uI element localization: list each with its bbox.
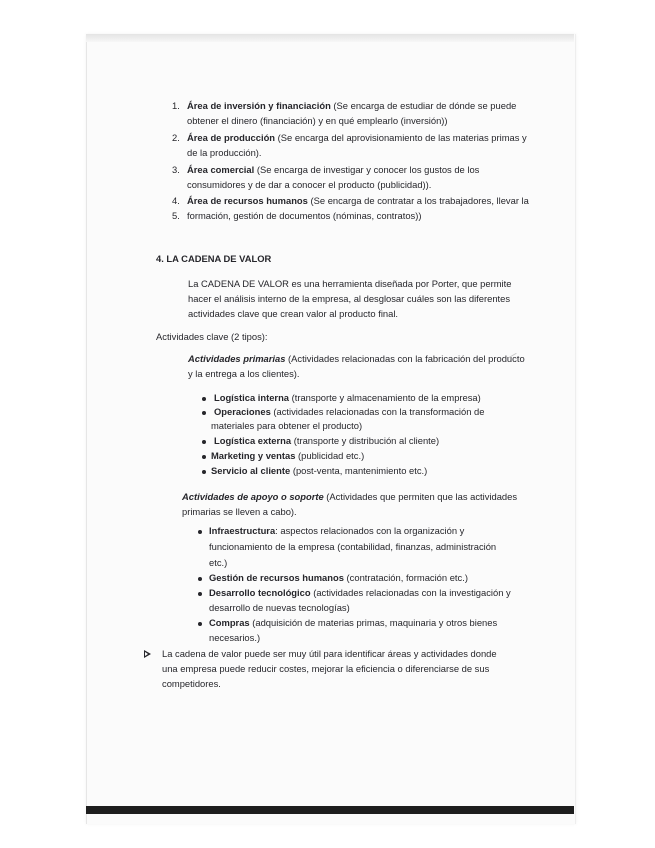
primary-activities-desc: (Actividades relacionadas con la fabricación del producto — [285, 353, 525, 364]
bullet-icon — [202, 455, 206, 459]
bullet-item — [209, 615, 497, 630]
paragraph-line: competidores. — [162, 678, 221, 689]
bullet-item-title: Desarrollo tecnológico — [209, 587, 311, 598]
bullet-item — [209, 523, 464, 538]
bullet-item-desc: (actividades relacionadas con la transformación de — [270, 406, 485, 417]
list-number: 4. — [172, 195, 180, 206]
bullet-item-continuation: funcionamiento de la empresa (contabilidad, finanzas, administración — [209, 541, 497, 552]
bullet-icon — [198, 592, 202, 596]
bullet-item-desc: (adquisición de materias primas, maquinaria y otros bienes — [249, 617, 498, 628]
bullet-item-title: Logística interna — [214, 392, 290, 403]
paragraph-line: actividades clave que crean valor al producto final. — [188, 308, 399, 319]
list-number: 2. — [172, 132, 180, 143]
support-activities-intro — [182, 489, 517, 504]
bullet-icon — [198, 530, 202, 534]
bullet-item-desc: (transporte y almacenamiento de la empresa) — [289, 392, 481, 403]
list-item-title: Área de recursos humanos — [187, 195, 308, 206]
bullet-item — [214, 404, 484, 419]
support-activities-desc: (Actividades que permiten que las actividades — [323, 491, 518, 502]
bullet-item-desc: (post-venta, mantenimiento etc.) — [290, 465, 428, 476]
primary-activities-title: Actividades primarias — [188, 353, 286, 364]
list-item-desc: (Se encarga de investigar y conocer los gustos de los — [254, 164, 480, 175]
bullet-item-desc: (actividades relacionadas con la investigación y — [310, 587, 511, 598]
bullet-icon — [202, 470, 206, 474]
bullet-icon — [202, 397, 206, 401]
page-bottom-edge — [86, 806, 574, 814]
bullet-icon — [202, 411, 206, 415]
activities-label: Actividades clave (2 tipos): — [156, 331, 268, 342]
list-item-continuation: consumidores y de dar a conocer el producto (publicidad)). — [187, 179, 432, 190]
bullet-item — [209, 570, 468, 585]
support-activities-title: Actividades de apoyo o soporte — [182, 491, 324, 502]
list-item — [187, 130, 527, 145]
bullet-item-title: Operaciones — [214, 406, 271, 417]
bullet-item-desc: (contratación, formación etc.) — [343, 572, 468, 583]
bullet-item — [214, 390, 481, 405]
primary-activities-intro — [188, 351, 525, 366]
list-item: formación, gestión de documentos (nóminas, contratos)) — [187, 210, 422, 221]
bullet-item — [211, 463, 427, 478]
paragraph-line: primarias se lleven a cabo). — [182, 506, 297, 517]
bullet-icon — [202, 440, 206, 444]
bullet-icon — [198, 622, 202, 626]
bullet-item-title: Logística externa — [214, 435, 292, 446]
list-number: 3. — [172, 164, 180, 175]
paragraph-line: hacer el análisis interno de la empresa, al desglosar cuáles son las diferentes — [188, 293, 511, 304]
bullet-item-title: Gestión de recursos humanos — [209, 572, 344, 583]
paragraph-line: una empresa puede reducir costes, mejorar la eficiencia o diferenciarse de sus — [162, 663, 490, 674]
bullet-item-continuation: necesarios.) — [209, 632, 261, 643]
bullet-item-desc: : aspectos relacionados con la organización y — [275, 525, 465, 536]
section-heading: 4. LA CADENA DE VALOR — [156, 253, 272, 264]
paragraph-line: La cadena de valor puede ser muy útil para identificar áreas y actividades donde — [162, 648, 497, 659]
bullet-item-continuation: desarrollo de nuevas tecnologías) — [209, 602, 350, 613]
list-number: 1. — [172, 100, 180, 111]
list-item-desc: (Se encarga de estudiar de dónde se puede — [330, 100, 517, 111]
bullet-item — [209, 585, 511, 600]
list-item-desc: (Se encarga del aprovisionamiento de las materias primas y — [275, 132, 527, 143]
arrow-bullet-icon — [144, 650, 151, 658]
list-item — [187, 162, 479, 177]
page-top-edge — [86, 34, 574, 42]
list-item — [187, 98, 516, 113]
bullet-item-continuation: etc.) — [209, 557, 228, 568]
bullet-item-title: Servicio al cliente — [211, 465, 291, 476]
list-number: 5. — [172, 210, 180, 221]
bullet-item-desc: (publicidad etc.) — [295, 450, 365, 461]
list-item-continuation: de la producción). — [187, 147, 262, 158]
bullet-item-title: Infraestructura — [209, 525, 276, 536]
list-item-title: Área comercial — [187, 164, 255, 175]
paragraph-line: y la entrega a los clientes). — [188, 368, 300, 379]
list-item-title: Área de inversión y financiación — [187, 100, 331, 111]
list-item-continuation: obtener el dinero (financiación) y en qué emplearlo (inversión)) — [187, 115, 448, 126]
bullet-item-title: Marketing y ventas — [211, 450, 296, 461]
bullet-item-desc: (transporte y distribución al cliente) — [291, 435, 440, 446]
bullet-icon — [198, 577, 202, 581]
bullet-item — [211, 448, 364, 463]
paragraph-line: La CADENA DE VALOR es una herramienta diseñada por Porter, que permite — [188, 278, 512, 289]
bullet-item — [214, 433, 439, 448]
list-item-title: Área de producción — [187, 132, 276, 143]
list-item-desc: (Se encarga de contratar a los trabajadores, llevar la — [307, 195, 529, 206]
bullet-item-continuation: materiales para obtener el producto) — [211, 420, 363, 431]
bullet-item-title: Compras — [209, 617, 250, 628]
list-item — [187, 193, 529, 208]
